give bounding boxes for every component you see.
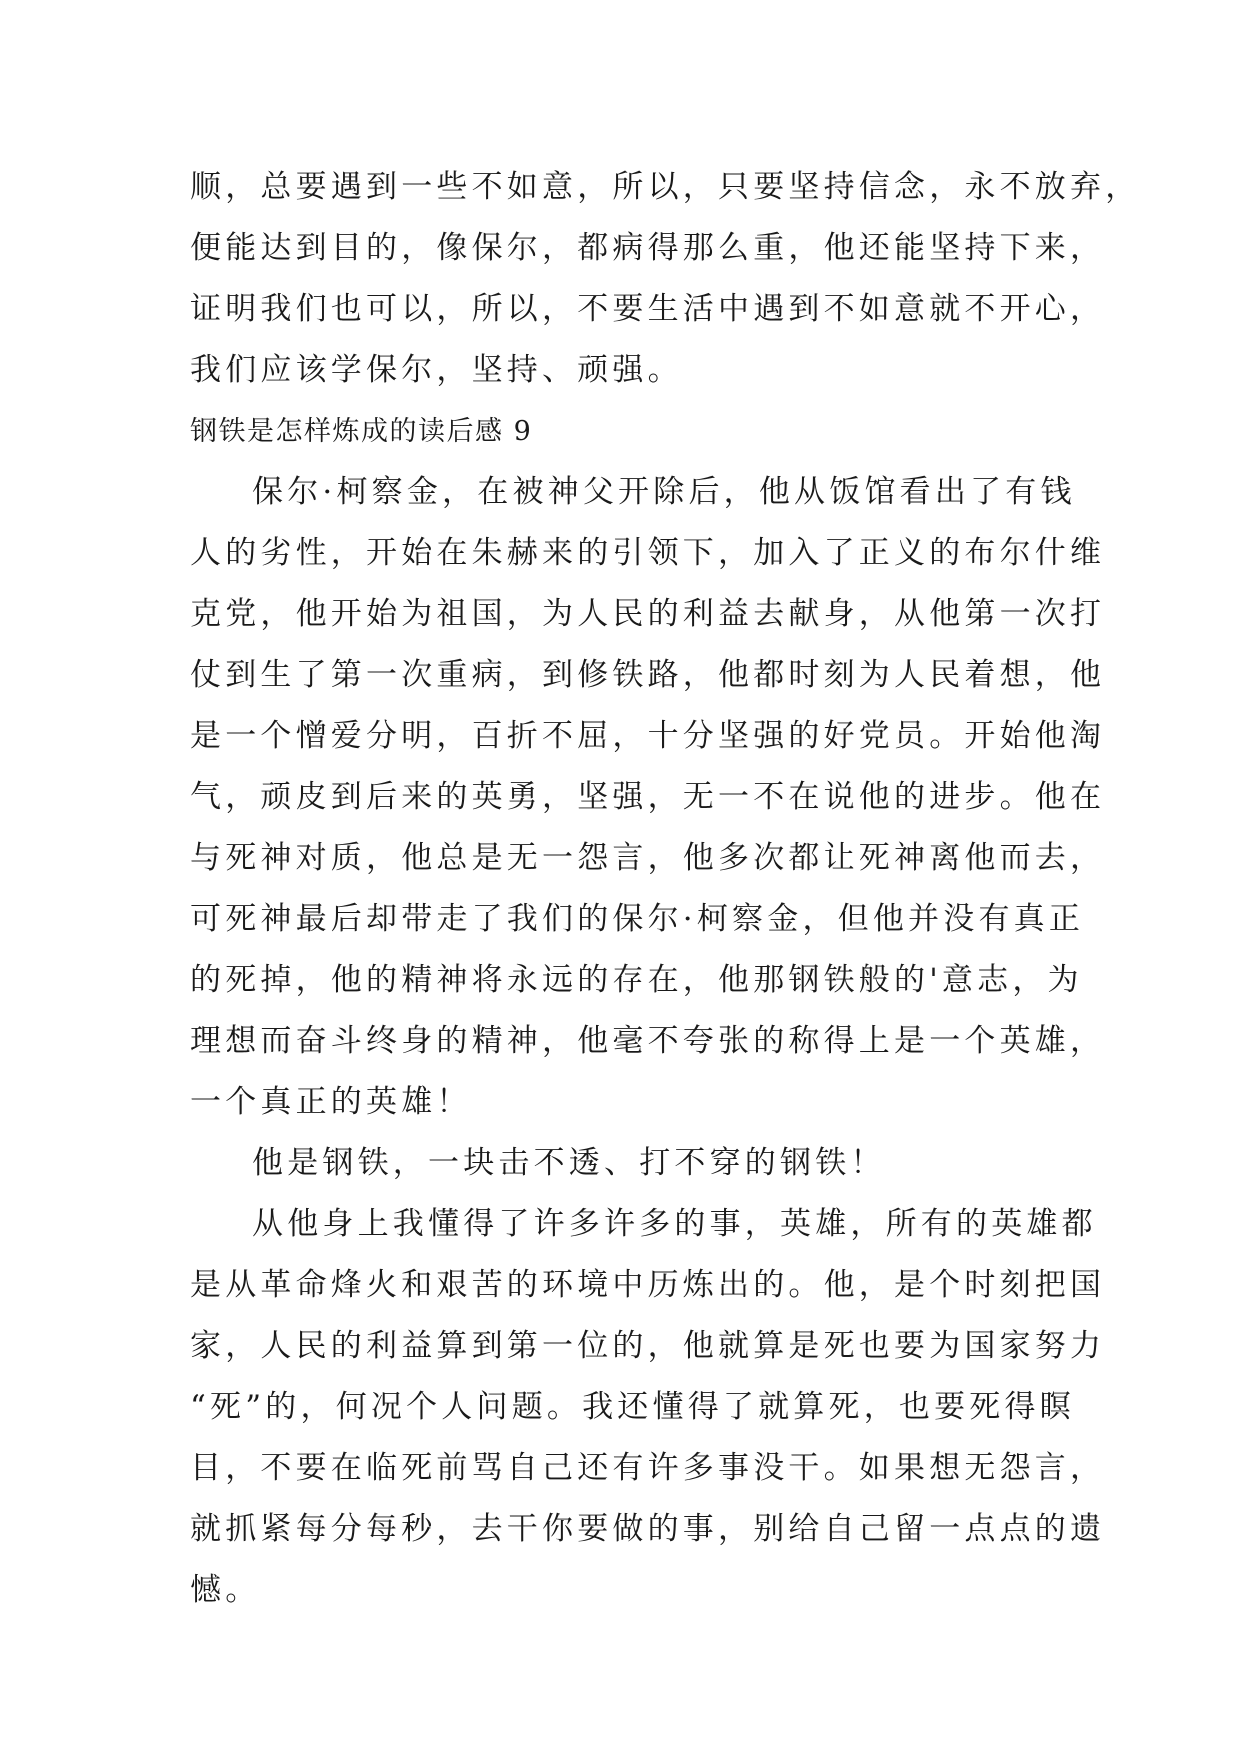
paragraph-3 (190, 1194, 1106, 1621)
text-line: 是一个憎爱分明，百折不屈，十分坚强的好党员。开始他淘 (190, 718, 1106, 754)
text-line: 一个真正的英雄！ (190, 1084, 472, 1120)
text-line: 克党，他开始为祖国，为人民的利益去献身，从他第一次打 (190, 596, 1106, 632)
document-page (190, 157, 1141, 1621)
text-line: 保尔·柯察金，在被神父开除后，他从饭馆看出了有钱 (252, 474, 1076, 510)
intro-paragraph (190, 157, 1141, 401)
text-line: 人的劣性，开始在朱赫来的引领下，加入了正义的布尔什维 (190, 535, 1106, 571)
text-line: 目，不要在临死前骂自己还有许多事没干。如果想无怨言， (190, 1450, 1106, 1486)
text-line: 气，顽皮到后来的英勇，坚强，无一不在说他的进步。他在 (190, 779, 1106, 815)
text-line: 他是钢铁，一块击不透、打不穿的钢铁！ (252, 1145, 886, 1181)
text-line: 仗到生了第一次重病，到修铁路，他都时刻为人民着想，他 (190, 657, 1106, 693)
text-line: 理想而奋斗终身的精神，他毫不夸张的称得上是一个英雄， (190, 1023, 1106, 1059)
paragraph-2 (190, 1133, 1070, 1194)
text-line: “死”的，何况个人问题。我还懂得了就算死，也要死得瞑 (190, 1389, 1075, 1425)
paragraph-1 (190, 462, 1106, 1133)
text-line: 可死神最后却带走了我们的保尔·柯察金，但他并没有真正 (190, 901, 1085, 937)
text-line: 与死神对质，他总是无一怨言，他多次都让死神离他而去， (190, 840, 1106, 876)
text-line: 证明我们也可以，所以，不要生活中遇到不如意就不开心， (190, 291, 1106, 327)
text-line: 憾。 (190, 1572, 261, 1608)
text-line: 家，人民的利益算到第一位的，他就算是死也要为国家努力 (190, 1328, 1106, 1364)
text-line: 的死掉，他的精神将永远的存在，他那钢铁般的'意志，为 (190, 962, 1083, 998)
text-line: 我们应该学保尔，坚持、顽强。 (190, 352, 683, 388)
section-title: 钢铁是怎样炼成的读后感 9 (190, 416, 533, 447)
text-line: 就抓紧每分每秒，去干你要做的事，别给自己留一点点的遗 (190, 1511, 1106, 1547)
text-line: 从他身上我懂得了许多许多的事，英雄，所有的英雄都 (252, 1206, 1097, 1242)
text-line: 顺，总要遇到一些不如意，所以，只要坚持信念，永不放弃， (190, 169, 1141, 205)
text-line: 便能达到目的，像保尔，都病得那么重，他还能坚持下来， (190, 230, 1106, 266)
text-line: 是从革命烽火和艰苦的环境中历炼出的。他，是个时刻把国 (190, 1267, 1106, 1303)
